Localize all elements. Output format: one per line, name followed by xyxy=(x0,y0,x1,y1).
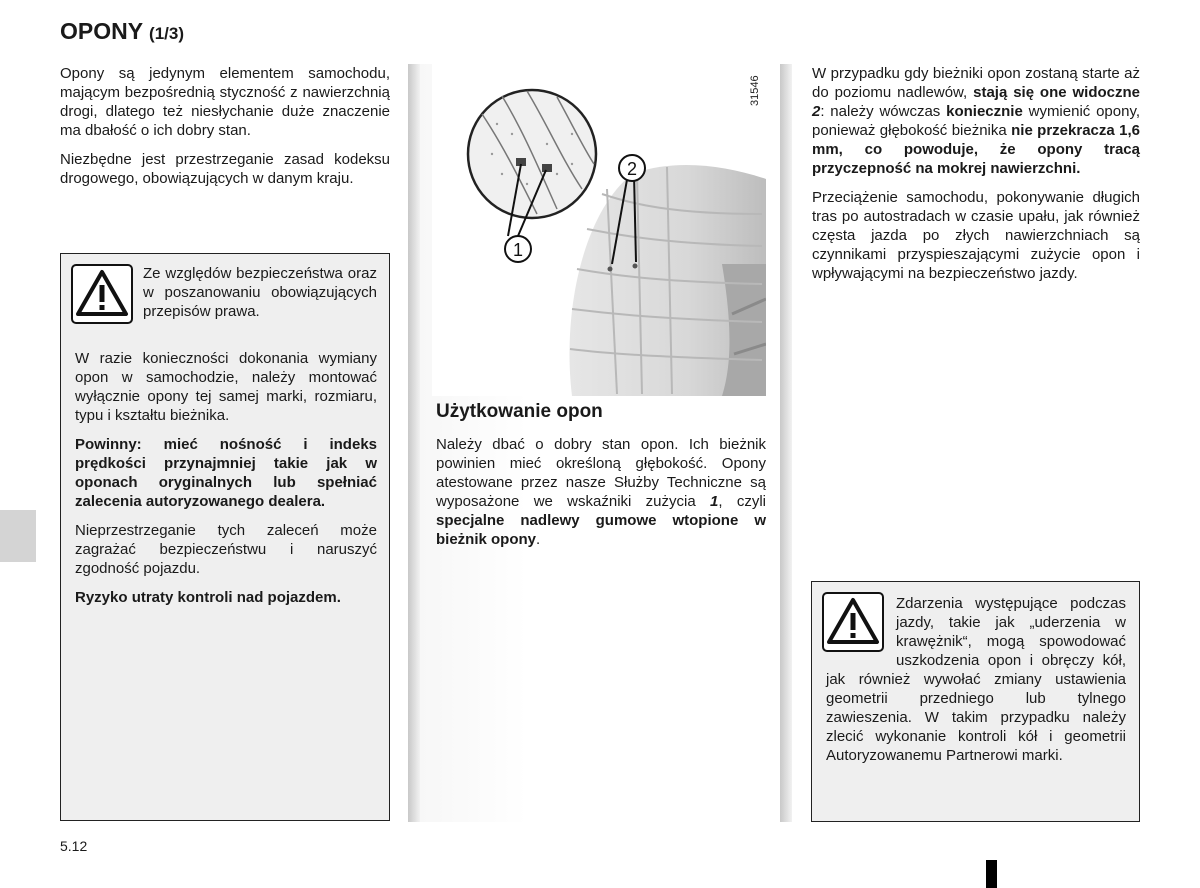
wear-text-b: stają się one widoczne xyxy=(973,84,1141,101)
intro-paragraph-1: Opony są jedynym elementem samochodu, mającym bezpośrednią styczność z nawierzchnią drogi, dlatego też niesłychanie duże znaczenie ma dbałość o ich dobry stan. xyxy=(60,65,390,139)
title-main: OPONY xyxy=(60,18,143,44)
wear-text-d: koniecznie xyxy=(946,103,1023,120)
warning1-paragraph-5: Ryzyko utraty kontroli nad pojazdem. xyxy=(75,589,341,606)
usage-section xyxy=(436,401,766,559)
wear-callout-ref: 2 xyxy=(812,103,821,120)
page-number: 5.12 xyxy=(60,838,88,854)
warning-box-impact xyxy=(811,581,1140,822)
page-title xyxy=(60,18,184,45)
column-divider-right xyxy=(780,64,792,822)
callout-1-label: 1 xyxy=(512,240,524,260)
title-part: (1/3) xyxy=(149,24,185,43)
warning1-paragraph-2: W razie konieczności dokonania wymiany opon w samochodzie, należy montować wyłącznie opony tej samej marki, rozmiaru, typu i kształtu bieżnika. xyxy=(75,350,377,424)
wear-column xyxy=(812,64,1140,293)
tyre-illustration xyxy=(432,64,766,396)
page-edge-mark xyxy=(986,860,997,888)
section-heading: Użytkowanie opon xyxy=(436,401,603,422)
intro-column xyxy=(60,64,390,198)
usage-text-a: Należy dbać o dobry stan opon. Ich bieżnik powinien mieć określoną głębokość. Opony atestowane przez nasze Służby Techniczne są wyposażone we wskaźniki zużycia xyxy=(436,436,766,510)
wear-text-a: W przypadku gdy bieżniki opon zostaną starte aż do poziomu nadlewów, xyxy=(812,65,1140,101)
warning1-paragraph-3: Powinny: mieć nośność i indeks prędkości przynajmniej takie jak w oponach oryginalnych lub spełniać zalecenia autoryzowanego dealera. xyxy=(75,436,377,510)
figure-reference: 31546 xyxy=(749,75,761,106)
wear-text-c: : należy wówczas xyxy=(820,103,947,120)
wear-paragraph-2: Przeciążenie samochodu, pokonywanie długich tras po autostradach w czasie upału, jak również częsta jazda po złych nawierzchniach są czynnikami przyspieszającymi zużycie opon i wpływającymi na bezpieczeństwo jazdy. xyxy=(812,189,1140,282)
usage-callout-ref: 1 xyxy=(710,493,719,510)
tyre-drawing xyxy=(432,64,766,396)
wear-paragraph-1 xyxy=(812,64,1140,178)
callout-2-label: 2 xyxy=(626,159,638,179)
usage-paragraph xyxy=(436,435,766,549)
usage-text-c: . xyxy=(536,531,541,548)
warning-triangle-icon xyxy=(71,264,133,324)
usage-text-b: , czyli xyxy=(718,493,767,510)
warning1-paragraph-4: Nieprzestrzeganie tych zaleceń może zagrażać bezpieczeństwu i naruszyć zgodność pojazdu. xyxy=(75,522,377,577)
intro-paragraph-2: Niezbędne jest przestrzeganie zasad kodeksu drogowego, obowiązujących w danym kraju. xyxy=(60,151,390,187)
wear-text-e: wymienić opony, ponieważ głębokość bieżnika xyxy=(812,103,1140,139)
warning1-paragraph-1: Ze względów bezpieczeństwa oraz w poszanowaniu obowiązujących przepisów prawa. xyxy=(143,265,377,320)
warning-box-safety xyxy=(60,253,390,821)
column-divider-left xyxy=(408,64,420,822)
usage-text-bold: specjalne nadlewy gumowe wtopione w bieżnik opony xyxy=(436,512,766,548)
warning2-text: Zdarzenia występujące podczas jazdy, takie jak „uderzenia w krawężnik“, mogą spowodować uszkodzenia opon i obręczy kół, jak również wywołać zmiany ustawienia geometrii przedniego lub tylnego zawieszenia. W takim przypadku należy zlecić wykonanie kontroli kół i geometrii Autoryzowanemu Partnerowi marki. xyxy=(826,595,1126,764)
section-tab-marker xyxy=(0,510,36,562)
wear-text-f: nie przekracza 1,6 mm, co powoduje, że opony tracą przyczepność na mokrej nawierzchni. xyxy=(812,122,1140,177)
